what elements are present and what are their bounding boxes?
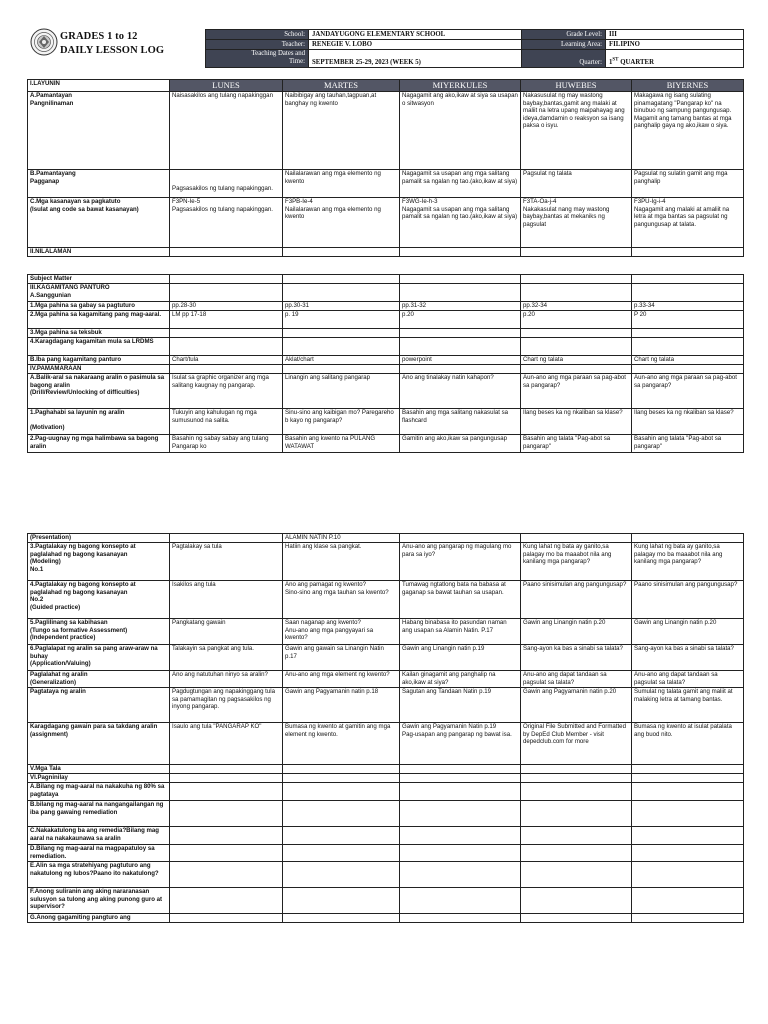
cell-lunes: pp.28-30 [170, 302, 283, 311]
cell-lunes: Tukuyin ang kahulugan ng mga sumusunod na salita. [170, 409, 283, 435]
cell-martes [283, 284, 400, 302]
cell-huwebes [521, 783, 632, 801]
table-row [28, 338, 744, 356]
cell-biyernes: P 20 [632, 311, 744, 329]
day-header-lunes: LUNES [170, 80, 283, 92]
cell-biyernes: Makagawa ng isang sulating pinamagatang "Pangarap ko" na binubuo ng sampung pangungusap. Magamit ang tamang bantas at mga panghalip gaya ng ako,ikaw o siya. [632, 92, 744, 170]
cell-martes [283, 783, 400, 801]
cell-huwebes [521, 774, 632, 783]
cell-miyerkules [400, 329, 521, 338]
cell-huwebes: Sang-ayon ka bas a sinabi sa talata? [521, 645, 632, 671]
cell-martes: Bumasa ng kwento at gamitin ang mga element ng kwento. [283, 723, 400, 765]
cell-miyerkules: Gawin ang Linangin natin p.19 [400, 645, 521, 671]
cell-lunes [170, 888, 283, 914]
row-label: 2.Pag-uugnay ng mga halimbawa sa bagong aralin [28, 435, 170, 453]
cell-miyerkules: Nagagamit sa usapan ang mga salitang pamalit sa ngalan ng tao.(ako,ikaw at siya) [400, 170, 521, 198]
row-label: B.bilang ng mag-aaral na nangangailangan ng iba pang gawaing remediation [28, 801, 170, 827]
cell-huwebes [521, 248, 632, 257]
grade-value: III [606, 30, 744, 40]
cell-huwebes: Original File Submitted and Formatted by DepEd Club Member - visit depedclub.com for more [521, 723, 632, 765]
row-label: III.KAGAMITANG PANTURO A.Sanggunian [28, 284, 170, 302]
row-label: VI.Pagninilay [28, 774, 170, 783]
cell-biyernes: Aun-ano ang mga paraan sa pag-abot sa pangarap? [632, 374, 744, 409]
cell-huwebes: Chart ng talata [521, 356, 632, 365]
cell-martes [283, 338, 400, 356]
row-label: Karagdagang gawain para sa takdang aralin (assignment) [28, 723, 170, 765]
table-row [28, 356, 744, 365]
table-row [28, 248, 744, 257]
cell-miyerkules: Sagutan ang Tandaan Natin p.19 [400, 688, 521, 723]
table-row [28, 302, 744, 311]
cell-huwebes [521, 801, 632, 827]
cell-martes [283, 827, 400, 845]
cell-miyerkules: Nagagamit ang ako,ikaw at siya sa usapan o sitwasyon [400, 92, 521, 170]
cell-biyernes [632, 914, 744, 923]
row-label: I.LAYUNIN [28, 80, 170, 92]
deped-seal-logo [30, 28, 58, 56]
cell-lunes [170, 365, 283, 374]
cell-lunes: Pagtalakay sa tula [170, 543, 283, 581]
table-row [28, 329, 744, 338]
grade-label: Grade Level: [522, 30, 606, 40]
cell-biyernes [632, 248, 744, 257]
row-label: Paglalahat ng aralin (Generalization) [28, 671, 170, 688]
cell-lunes: Ano ang natutuhan ninyo sa aralin? [170, 671, 283, 688]
cell-martes [283, 801, 400, 827]
table-row [28, 774, 744, 783]
cell-huwebes: Paano sinisimulan ang pangungusap? [521, 581, 632, 619]
cell-biyernes [632, 765, 744, 774]
cell-miyerkules: Anu-ano ang pangarap ng magulang mo para sa iyo? [400, 543, 521, 581]
form-title-dll: DAILY LESSON LOG [60, 45, 165, 56]
table-row [28, 284, 744, 302]
cell-miyerkules: Gamitin ang ako,ikaw sa pangungusap [400, 435, 521, 453]
cell-biyernes: p.33-34 [632, 302, 744, 311]
row-label: 1.Paghahabi sa layunin ng aralin (Motivation) [28, 409, 170, 435]
day-header-biyernes: BIYERNES [632, 80, 744, 92]
cell-martes [283, 275, 400, 284]
cell-lunes [170, 765, 283, 774]
cell-biyernes [632, 827, 744, 845]
cell-martes: Gawin ang Pagyamanin natin p.18 [283, 688, 400, 723]
cell-miyerkules [400, 275, 521, 284]
cell-martes: p. 19 [283, 311, 400, 329]
quarter-value [606, 50, 744, 68]
cell-martes: Saan naganap ang kwento? Anu-ano ang mga pangyayari sa kwento? [283, 619, 400, 645]
quarter-ordinal: ST [612, 57, 619, 63]
cell-lunes: Isulat sa graphic organizer ang mga salitang kaugnay ng pangarap. [170, 374, 283, 409]
cell-huwebes: Nakasusulat ng may wastong baybay,bantas,gamit ang malaki at maliit na letra upang maipahayag ang ideya,damdamin o reaksyon sa isang paksa o isyu. [521, 92, 632, 170]
cell-biyernes [632, 783, 744, 801]
cell-lunes [170, 914, 283, 923]
table-row [28, 671, 744, 688]
cell-lunes [170, 534, 283, 543]
cell-lunes [170, 774, 283, 783]
table-row [28, 688, 744, 723]
cell-huwebes [521, 534, 632, 543]
cell-biyernes [632, 888, 744, 914]
cell-miyerkules [400, 534, 521, 543]
cell-biyernes [632, 862, 744, 888]
row-label: B.Pamantayang Pagganap [28, 170, 170, 198]
cell-lunes: F3PN-Ie-5 Pagsasakilos ng tulang napakinggan. [170, 198, 283, 248]
cell-biyernes: Sang-ayon ka bas a sinabi sa talata? [632, 645, 744, 671]
cell-biyernes: Paano sinisimulan ang pangungusap? [632, 581, 744, 619]
cell-martes: Gawin ang gawain sa Linangin Natin p.17 [283, 645, 400, 671]
cell-lunes: Isakilos ang tula [170, 581, 283, 619]
row-label: Pagtataya ng aralin [28, 688, 170, 723]
cell-lunes: Basahin ng sabay sabay ang tulang Pangarap ko [170, 435, 283, 453]
cell-martes [283, 774, 400, 783]
cell-martes: Aklat/chart [283, 356, 400, 365]
cell-biyernes [632, 774, 744, 783]
row-label: IV.PAMAMARAAN [28, 365, 170, 374]
row-label: G.Anong gagamiting pangturo ang [28, 914, 170, 923]
table-row [28, 409, 744, 435]
cell-martes [283, 365, 400, 374]
cell-miyerkules [400, 365, 521, 374]
cell-huwebes: Basahin ang talata "Pag-abot sa pangarap" [521, 435, 632, 453]
table-row [28, 765, 744, 774]
table-row [28, 619, 744, 645]
day-header-martes: MARTES [283, 80, 400, 92]
cell-miyerkules [400, 801, 521, 827]
cell-huwebes: F3TA-Oa-j-4 Nakakasulat nang may wastong baybay,bantas at mekaniks ng pagsulat [521, 198, 632, 248]
cell-martes: Sinu-sino ang kaibigan mo? Paregareho b kayo ng pangarap? [283, 409, 400, 435]
table-row [28, 198, 744, 248]
cell-miyerkules [400, 338, 521, 356]
cell-huwebes [521, 888, 632, 914]
cell-miyerkules [400, 827, 521, 845]
cell-lunes [170, 275, 283, 284]
row-label: 3.Pagtalakay ng bagong konsepto at paglalahad ng bagong kasanayan (Modeling) No.1 [28, 543, 170, 581]
cell-martes [283, 329, 400, 338]
table-row [28, 365, 744, 374]
cell-biyernes: Gawin ang Linangin natin p.20 [632, 619, 744, 645]
table-row [28, 80, 744, 92]
area-value: FILIPINO [606, 40, 744, 50]
cell-miyerkules [400, 783, 521, 801]
cell-lunes: Pagdugtungan ang napakinggang tula sa pamamagitan ng pagsasakilos ng inyong pangarap. [170, 688, 283, 723]
cell-lunes: Pangkatang gawain [170, 619, 283, 645]
cell-biyernes [632, 365, 744, 374]
cell-martes [283, 888, 400, 914]
cell-lunes: Naisasakilos ang tulang napakinggan [170, 92, 283, 170]
cell-huwebes [521, 365, 632, 374]
cell-biyernes: F3PU-Ig-i-4 Nagagamit ang malaki at amaliit na letra at mga bantas sa pagsulat ng pangungusap at talata. [632, 198, 744, 248]
cell-lunes: Talakayin sa pangkat ang tula. [170, 645, 283, 671]
cell-biyernes [632, 801, 744, 827]
dates-value: SEPTEMBER 25-29, 2023 (WEEK 5) [309, 50, 522, 68]
cell-lunes [170, 801, 283, 827]
header-info-table [205, 29, 744, 68]
table-row [28, 170, 744, 198]
table-row [28, 845, 744, 862]
cell-miyerkules: p.20 [400, 311, 521, 329]
cell-martes: Linangin ang salitang pangarap [283, 374, 400, 409]
day-header-miyerkules: MIYERKULES [400, 80, 521, 92]
row-label: A.Balik-aral sa nakaraang aralin o pasimula sa bagong aralin (Drill/Review/Unlocking of difficulties) [28, 374, 170, 409]
table-row [28, 374, 744, 409]
cell-huwebes: Kung lahat ng bata ay ganito,sa palagay mo ba maaabot nila ang kanilang mga pangarap? [521, 543, 632, 581]
table-row [28, 723, 744, 765]
row-label: 3.Mga pahina sa teksbuk [28, 329, 170, 338]
cell-martes: Ano ang pamagat ng kwento? Sino-sino ang mga tauhan sa kwento? [283, 581, 400, 619]
table-row [28, 534, 744, 543]
cell-miyerkules [400, 765, 521, 774]
cell-biyernes: Anu-ano ang dapat tandaan sa pagsulat sa talata? [632, 671, 744, 688]
row-label: (Presentation) [28, 534, 170, 543]
table-row [28, 888, 744, 914]
table-row [28, 92, 744, 170]
cell-miyerkules [400, 248, 521, 257]
cell-biyernes [632, 534, 744, 543]
table-row [28, 275, 744, 284]
row-label: 4.Karagdagang kagamitan mula sa LRDMS [28, 338, 170, 356]
cell-martes: Anu-ano ang mga element ng kwento? [283, 671, 400, 688]
table-row [28, 581, 744, 619]
cell-miyerkules [400, 774, 521, 783]
dates-label [206, 50, 309, 68]
cell-lunes: Pagsasakilos ng tulang napakinggan. [170, 170, 283, 198]
cell-miyerkules: Kailan ginagamit ang panghalip na ako,ikaw at siya? [400, 671, 521, 688]
cell-biyernes [632, 284, 744, 302]
cell-huwebes [521, 914, 632, 923]
cell-biyernes: Ilang beses ka ng nkaliban sa klase? [632, 409, 744, 435]
table-row [28, 801, 744, 827]
cell-huwebes [521, 862, 632, 888]
cell-martes: ALAMIN NATIN P.10 [283, 534, 400, 543]
cell-miyerkules [400, 284, 521, 302]
cell-miyerkules [400, 914, 521, 923]
cell-huwebes: p.20 [521, 311, 632, 329]
cell-huwebes [521, 338, 632, 356]
cell-lunes [170, 783, 283, 801]
cell-huwebes: Pagsulat ng talata [521, 170, 632, 198]
cell-biyernes: Bumasa ng kwento at isulat patalata ang buod nito. [632, 723, 744, 765]
school-label: School: [206, 30, 309, 40]
row-label: A.Pamantayan Pangnilinaman [28, 92, 170, 170]
row-label: V.Mga Tala [28, 765, 170, 774]
row-label: F.Anong suliranin ang aking nararanasan sulusyon sa tulong ang aking punong guro at supervisor? [28, 888, 170, 914]
cell-huwebes: Gawin ang Pagyamanin natin p.20 [521, 688, 632, 723]
school-value: JANDAYUGONG ELEMENTARY SCHOOL [309, 30, 522, 40]
cell-huwebes: Gawin ang Linangin natin p.20 [521, 619, 632, 645]
cell-miyerkules: Tumawag ngtatlong bata na babasa at gaganap sa bawat tauhan sa usapan. [400, 581, 521, 619]
cell-biyernes: Chart ng talata [632, 356, 744, 365]
cell-miyerkules: Ano ang tinalakay natin kahapon? [400, 374, 521, 409]
row-label: E.Alin sa mga stratehiyang pagtuturo ang nakatulong ng lubos?Paano ito nakatulong? [28, 862, 170, 888]
row-label: 6.Paglalapat ng aralin sa pang araw-araw na buhay (Application/Valuing) [28, 645, 170, 671]
cell-martes: Naibibigay ang tauhan,tagpuan,at banghay ng kwento [283, 92, 400, 170]
table-row [28, 827, 744, 845]
cell-huwebes [521, 284, 632, 302]
row-label: C.Nakakatulong ba ang remedia?Bilang mag aaral na nakakaunawa sa aralin [28, 827, 170, 845]
cell-martes [283, 845, 400, 862]
cell-huwebes: pp.32-34 [521, 302, 632, 311]
row-label: 5.Paglilinang sa kabihasan (Tungo sa formative Assessment) (Independent practice) [28, 619, 170, 645]
row-label: B.Iba pang kagamitang panturo [28, 356, 170, 365]
cell-biyernes [632, 275, 744, 284]
cell-biyernes [632, 329, 744, 338]
cell-huwebes [521, 329, 632, 338]
quarter-number: 1 [609, 59, 613, 66]
cell-biyernes: Sumulat ng talata gamit ang maliit at malaking letra at tamang bantas. [632, 688, 744, 723]
procedure-reflection-table [27, 533, 744, 923]
table-row [28, 645, 744, 671]
lesson-objectives-table [27, 79, 744, 257]
cell-lunes [170, 284, 283, 302]
day-header-huwebes: HUWEBES [521, 80, 632, 92]
cell-biyernes [632, 845, 744, 862]
cell-miyerkules: pp.31-32 [400, 302, 521, 311]
cell-martes [283, 765, 400, 774]
teacher-label: Teacher: [206, 40, 309, 50]
cell-lunes [170, 827, 283, 845]
materials-procedure-table [27, 274, 744, 453]
cell-huwebes: Aun-ano ang mga paraan sa pag-abot sa pangarap? [521, 374, 632, 409]
cell-huwebes: Anu-ano ang dapat tandaan sa pagsulat sa talata? [521, 671, 632, 688]
cell-lunes: Chart/tula [170, 356, 283, 365]
cell-huwebes: Ilang beses ka ng nkaliban sa klase? [521, 409, 632, 435]
row-label: D.Bilang ng mag-aaral na magpapatuloy sa remediation. [28, 845, 170, 862]
cell-martes [283, 248, 400, 257]
cell-lunes: Isaulo ang tula "PANGARAP KO" [170, 723, 283, 765]
cell-miyerkules: Basahin ang mga salitang nakasulat sa flashcard [400, 409, 521, 435]
cell-miyerkules [400, 888, 521, 914]
cell-miyerkules [400, 845, 521, 862]
row-label: C.Mga kasanayan sa pagkatuto (Isulat ang code sa bawat kasanayan) [28, 198, 170, 248]
table-row [28, 543, 744, 581]
cell-huwebes [521, 275, 632, 284]
cell-biyernes: Pagsulat ng sulatin gamit ang mga panghalip [632, 170, 744, 198]
cell-huwebes [521, 827, 632, 845]
teacher-value: RENEGIE V. LOBO [309, 40, 522, 50]
quarter-label: Quarter: [522, 50, 606, 68]
cell-martes [283, 914, 400, 923]
cell-biyernes [632, 338, 744, 356]
table-row [28, 435, 744, 453]
cell-miyerkules [400, 862, 521, 888]
cell-martes: F3PB-Ie-4 Nailalarawan ang mga elemento ng kwento [283, 198, 400, 248]
row-label: A.Bilang ng mag-aaral na nakakuha ng 80% sa pagtataya [28, 783, 170, 801]
row-label: 2.Mga pahina sa kagamitang pang mag-aaral. [28, 311, 170, 329]
cell-lunes [170, 338, 283, 356]
row-label: 4.Pagtalakay ng bagong konsepto at paglalahad ng bagong kasanayan No.2 (Guided practice) [28, 581, 170, 619]
cell-lunes: LM pp 17-18 [170, 311, 283, 329]
row-label: Subject Matter [28, 275, 170, 284]
cell-lunes [170, 248, 283, 257]
area-label: Learning Area: [522, 40, 606, 50]
quarter-word: QUARTER [618, 59, 654, 66]
cell-lunes [170, 862, 283, 888]
cell-miyerkules: Habang binabasa ito pasundan naman ang usapan sa Alamin Natin. P.17 [400, 619, 521, 645]
cell-miyerkules: Gawin ang Pagyamanin Natin p.19 Pag-usapan ang pangarap ng bawat isa. [400, 723, 521, 765]
row-label: II.NILALAMAN [28, 248, 170, 257]
row-label: 1.Mga pahina sa gabay sa pagtuturo [28, 302, 170, 311]
table-row [28, 862, 744, 888]
cell-miyerkules: F3WG-Ie-h-3 Nagagamit sa usapan ang mga salitang pamalit sa ngalan ng tao.(ako,ikaw at siya) [400, 198, 521, 248]
cell-biyernes: Kung lahat ng bata ay ganito,sa palagay mo ba maaabot nila ang kanilang mga pangarap? [632, 543, 744, 581]
cell-lunes [170, 845, 283, 862]
form-title-grades: GRADES 1 to 12 [60, 31, 138, 42]
cell-martes: Hatiin ang klase sa pangkat. [283, 543, 400, 581]
cell-martes [283, 862, 400, 888]
table-row [28, 783, 744, 801]
table-row [28, 311, 744, 329]
cell-martes: pp.30-31 [283, 302, 400, 311]
dates-label-line2: Time: [289, 58, 305, 65]
cell-lunes [170, 329, 283, 338]
dates-label-line1: Teaching Dates and [251, 50, 305, 57]
cell-miyerkules: powerpoint [400, 356, 521, 365]
cell-martes: Basahin ang kwento na PULANG WATAWAT [283, 435, 400, 453]
cell-huwebes [521, 845, 632, 862]
table-row [28, 914, 744, 923]
cell-biyernes: Basahin ang talata "Pag-abot sa pangarap" [632, 435, 744, 453]
cell-huwebes [521, 765, 632, 774]
cell-martes: Nailalarawan ang mga elemento ng kwento [283, 170, 400, 198]
